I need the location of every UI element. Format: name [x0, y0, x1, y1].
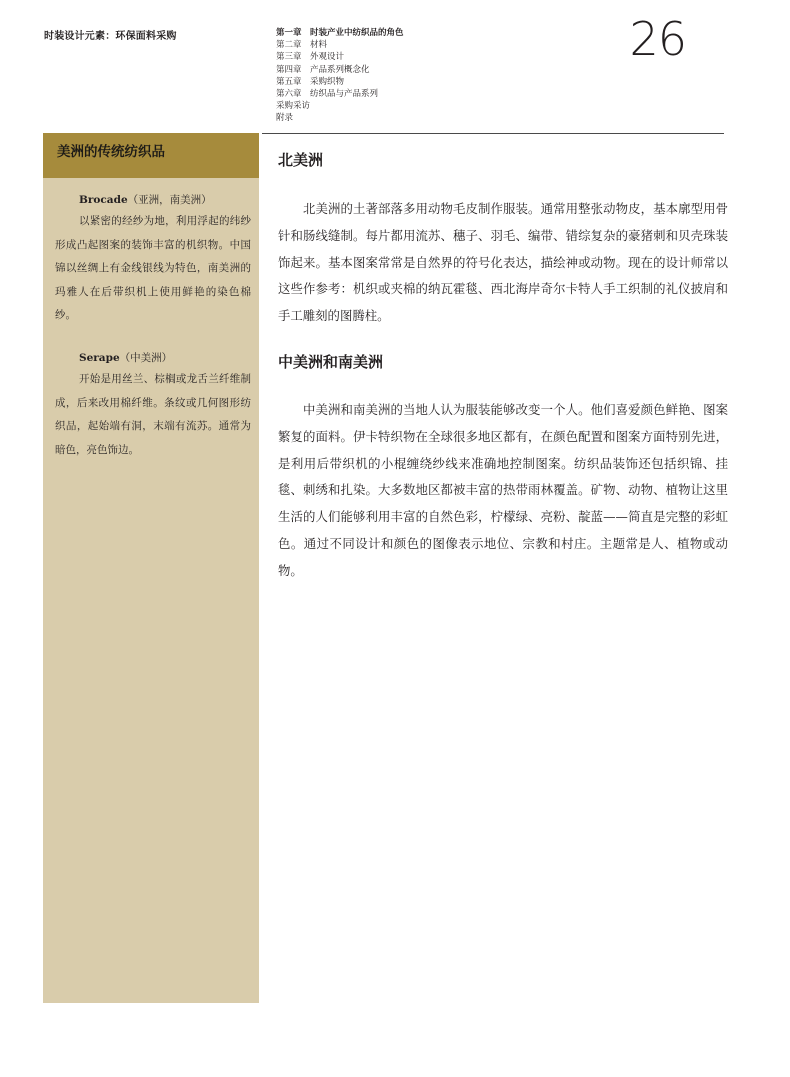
sidebar-entry-text: 以紧密的经纱为地，利用浮起的纬纱形成凸起图案的装饰丰富的机织物。中国锦以丝绸上有金线银线为特色，南美洲的玛雅人在后带织机上使用鲜艳的染色棉纱。 [55, 215, 251, 321]
section-north-america [278, 150, 728, 170]
toc-item-chapter-4[interactable]: 第四章 产品系列概念化 [276, 64, 370, 75]
sidebar-panel [43, 133, 259, 1003]
sidebar-entry-term: Serape [79, 352, 120, 364]
sidebar-entry-term: Brocade [79, 194, 128, 206]
section-central-south-america-body [278, 397, 728, 585]
chapter-navigation [276, 27, 404, 125]
sidebar-heading: 美洲的传统纺织品 [43, 133, 259, 178]
sidebar-entry-region: （亚洲，南美洲） [127, 194, 212, 206]
toc-item-chapter-6[interactable]: 第六章 纺织品与产品系列 [276, 89, 379, 100]
sidebar-entry-title [55, 190, 251, 210]
sidebar-entry-region: （中美洲） [119, 352, 173, 364]
section-central-south-america [278, 352, 728, 372]
toc-item-chapter-1[interactable]: 第一章 时装产业中纺织品的角色 [276, 28, 404, 38]
toc-item-chapter-5[interactable]: 第五章 采购织物 [276, 76, 345, 87]
sidebar-entry-text: 开始是用丝兰、棕榈或龙舌兰纤维制成，后来改用棉纤维。条纹或几何图形纺织品，起始端有洞，末端有流苏。通常为暗色，亮色饰边。 [55, 373, 251, 456]
toc-item-appendix[interactable]: 附录 [276, 113, 294, 124]
page-number: 26 [629, 12, 686, 66]
section-title: 北美洲 [278, 151, 324, 169]
section-body: 北美洲的土著部落多用动物毛皮制作服装。通常用整张动物皮，基本廓型用骨针和肠线缝制。每片都用流苏、穗子、羽毛、编带、错综复杂的豪猪刺和贝壳珠装饰起来。基本图案常常是自然界的符号化表达，描绘神或动物。现在的设计师常以这些作参考：机织或夹棉的纳瓦霍毯、西北海岸奇尔卡特人手工织制的礼仪披肩和手工雕刻的图腾柱。 [278, 201, 728, 324]
toc-item-chapter-2[interactable]: 第二章 材料 [276, 40, 328, 51]
sidebar-entry-title [55, 348, 251, 368]
sidebar-entry-serape [55, 348, 251, 462]
header-divider [262, 133, 724, 134]
sidebar-entry-brocade [55, 190, 251, 328]
section-body: 中美洲和南美洲的当地人认为服装能够改变一个人。他们喜爱颜色鲜艳、图案繁复的面料。伊卡特织物在全球很多地区都有，在颜色配置和图案方面特别先进，是利用后带织机的小棍缠绕纱线来准确地控制图案。纺织品装饰还包括织锦、挂毯、刺绣和扎染。大多数地区都被丰富的热带雨林覆盖。矿物、动物、植物让这里生活的人们能够利用丰富的自然色彩，柠檬绿、亮粉、靛蓝——简直是完整的彩虹色。通过不同设计和颜色的图像表示地位、宗教和村庄。主题常是人、植物或动物。 [278, 402, 728, 578]
book-title: 时装设计元素：环保面料采购 [44, 31, 177, 42]
section-title: 中美洲和南美洲 [278, 353, 384, 371]
toc-item-interviews[interactable]: 采购采访 [276, 101, 311, 112]
section-north-america-body [278, 196, 728, 330]
toc-item-chapter-3[interactable]: 第三章 外观设计 [276, 52, 345, 63]
